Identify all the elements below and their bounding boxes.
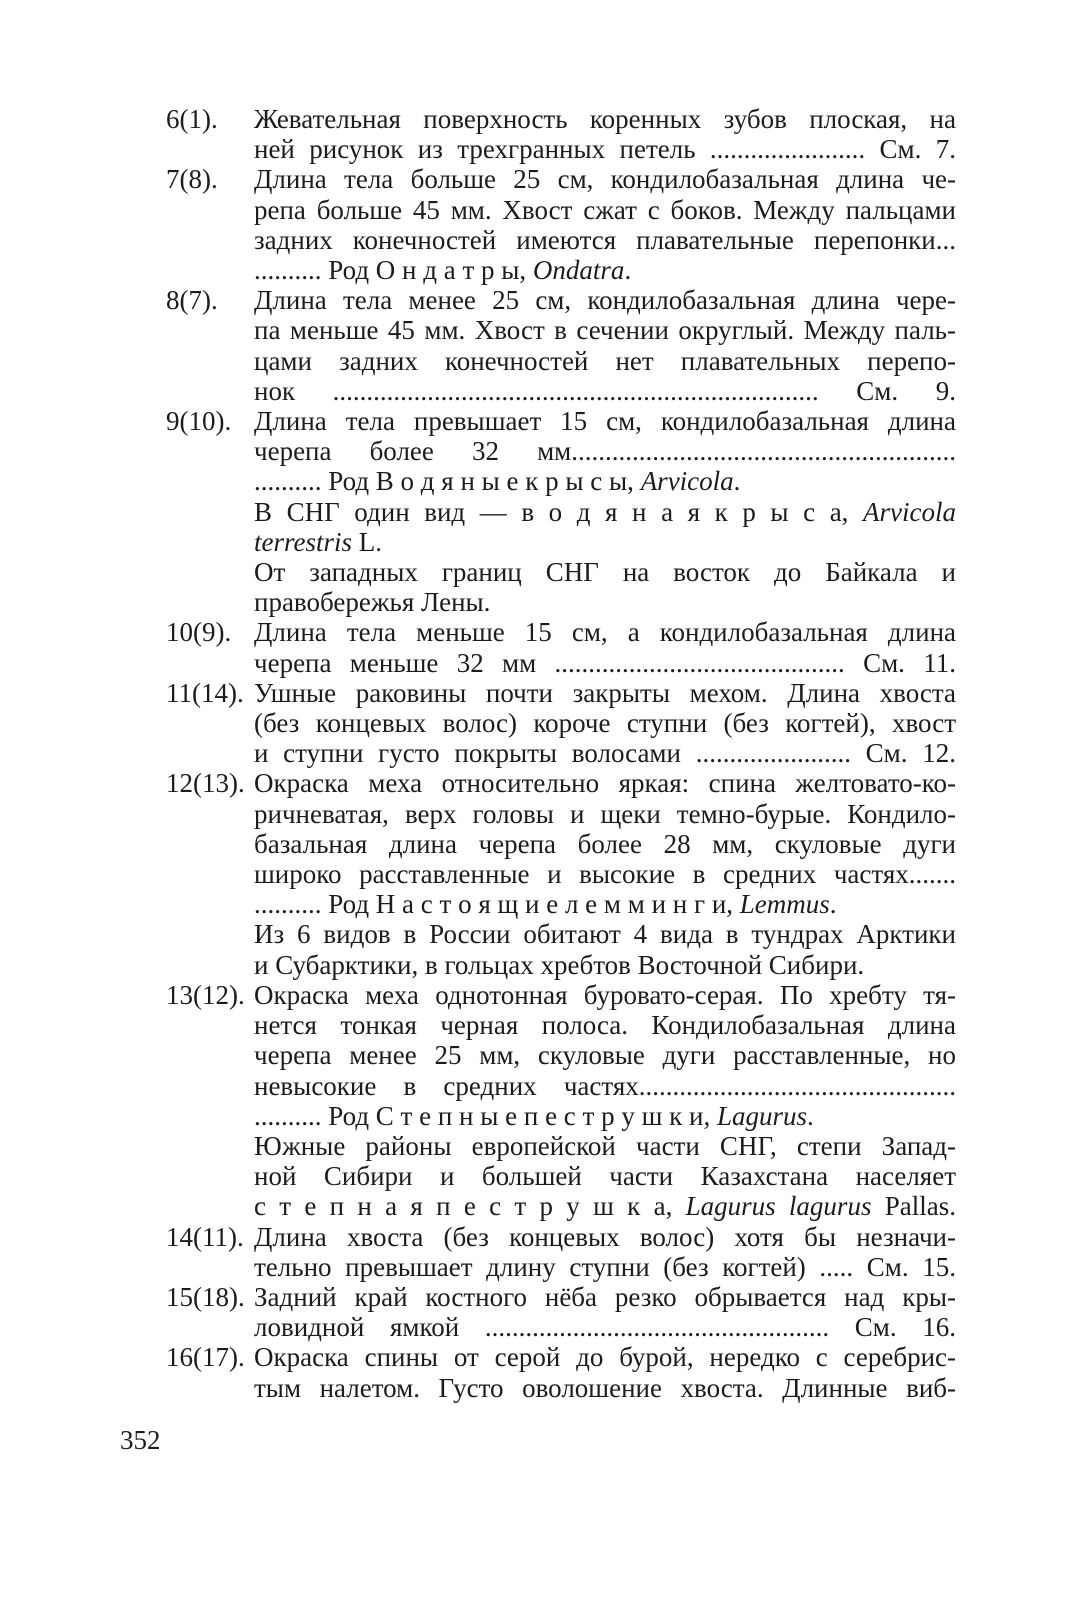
text-line — [254, 346, 956, 376]
text-segment: черепа более 32 мм......................................................... — [254, 436, 956, 467]
text-segment: Окраска спины от серой до бурой, нередко с серебрис- — [254, 1342, 956, 1373]
text-line — [254, 829, 956, 859]
latin-name: Lemmus — [739, 889, 830, 920]
text-line — [254, 497, 956, 527]
page-number: 352 — [120, 1425, 161, 1455]
text-line — [254, 919, 956, 949]
latin-name: Ondatra — [532, 255, 625, 286]
entry-text — [254, 1222, 956, 1282]
entry-number: 9(10). — [166, 406, 232, 437]
text-segment: и Субарктики, в гольцах хребтов Восточной Сибири. — [254, 949, 865, 980]
text-line — [254, 1040, 956, 1070]
text-line — [254, 648, 956, 678]
key-entry — [166, 1222, 956, 1282]
text-segment: правобережья Лены. — [254, 587, 491, 618]
text-segment: Из 6 видов в России обитают 4 вида в тундрах Арктики — [254, 919, 956, 950]
latin-name: Lagurus — [716, 1100, 807, 1131]
text-segment: черепа меньше 32 мм ........................................... См. 11. — [254, 647, 956, 678]
text-segment: Задний край костного нёба резко обрывается над кры- — [254, 1281, 956, 1312]
entry-number: 10(9). — [166, 617, 232, 648]
entry-text — [254, 406, 956, 617]
text-segment: па меньше 45 мм. Хвост в сечении округлый. Между паль- — [254, 315, 956, 346]
text-line — [254, 104, 956, 134]
text-line — [254, 768, 956, 798]
entry-text — [254, 285, 956, 406]
text-line — [254, 255, 956, 285]
text-segment: базальная длина черепа более 28 мм, скуловые дуги — [254, 828, 956, 859]
entry-number: 6(1). — [166, 104, 218, 134]
text-line — [254, 1071, 956, 1101]
entry-text — [254, 980, 956, 1222]
text-line — [254, 1312, 956, 1342]
entry-number: 8(7). — [166, 285, 218, 316]
text-segment: .......... Род Н а с т о я щ и е л е м м и н г и, — [254, 889, 740, 920]
text-line — [254, 1101, 956, 1131]
text-segment: Длина тела превышает 15 см, кондилобазальная длина — [254, 406, 956, 437]
text-line — [254, 195, 956, 225]
text-line — [254, 587, 956, 617]
text-segment: репа больше 45 мм. Хвост сжат с боков. Между пальцами — [254, 194, 956, 225]
text-segment: с т е п н а я п е с т р у ш к а, — [254, 1191, 686, 1222]
key-entry — [166, 164, 956, 285]
text-segment: ловидной ямкой ................................................... См. 16. — [254, 1312, 956, 1343]
entry-text — [254, 768, 956, 979]
text-segment: .......... Род С т е п н ы е п е с т р у ш к и, — [254, 1100, 717, 1131]
entry-number: 16(17). — [166, 1342, 245, 1373]
entry-text — [254, 1342, 956, 1402]
text-segment: Длина тела меньше 15 см, а кондилобазальная длина — [254, 617, 956, 648]
text-line — [254, 678, 956, 708]
text-segment: тым налетом. Густо оволошение хвоста. Длинные виб- — [254, 1372, 956, 1403]
text-segment: .......... Род В о д я н ы е к р ы с ы, — [254, 466, 641, 497]
text-line — [254, 315, 956, 345]
text-segment: От западных границ СНГ на восток до Байкала и — [254, 557, 956, 588]
text-segment: ней рисунок из трехгранных петель ....................... См. 7. — [254, 134, 956, 165]
text-segment: . — [806, 1100, 814, 1131]
text-line — [254, 436, 956, 466]
text-line — [254, 799, 956, 829]
text-segment: Длина хвоста (без концевых волос) хотя бы незначи- — [254, 1221, 956, 1252]
entry-number: 11(14). — [166, 677, 244, 708]
entry-text — [254, 678, 956, 769]
text-line — [254, 980, 956, 1010]
text-line — [254, 1373, 956, 1403]
entry-number: 12(13). — [166, 768, 245, 799]
text-segment: нок ........................................................................ См. 9. — [254, 375, 956, 406]
key-entry — [166, 285, 956, 406]
text-segment: Длина тела менее 25 см, кондилобазальная длина чере- — [254, 285, 956, 316]
key-entry — [166, 980, 956, 1222]
text-segment: Окраска меха однотонная буровато-серая. По хребту тя- — [254, 979, 956, 1010]
text-segment: Ушные раковины почти закрыты мехом. Длина хвоста — [254, 677, 956, 708]
text-line — [254, 1282, 956, 1312]
text-line — [254, 225, 956, 255]
text-line — [254, 708, 956, 738]
text-segment: Длина тела больше 25 см, кондилобазальная длина че- — [254, 164, 956, 195]
key-entry — [166, 617, 956, 677]
text-segment: задних конечностей имеются плавательные перепонки... — [254, 224, 956, 255]
text-line — [254, 466, 956, 496]
text-line — [254, 285, 956, 315]
text-segment: нется тонкая черная полоса. Кондилобазальная длина — [254, 1010, 956, 1041]
text-line — [254, 1222, 956, 1252]
text-segment: черепа менее 25 мм, скуловые дуги расставленные, но — [254, 1040, 956, 1071]
text-line — [254, 376, 956, 406]
text-line — [254, 527, 956, 557]
text-segment: . — [829, 889, 837, 920]
entry-text — [254, 104, 956, 164]
text-line — [254, 164, 956, 194]
text-line — [254, 1342, 956, 1372]
text-line — [254, 1131, 956, 1161]
text-segment: . — [624, 255, 632, 286]
entry-text — [254, 617, 956, 677]
text-line — [254, 859, 956, 889]
latin-name: Arvicola — [640, 466, 734, 497]
entry-number: 15(18). — [166, 1281, 245, 1312]
text-segment: L. — [352, 526, 383, 557]
entry-number: 14(11). — [166, 1221, 244, 1252]
text-line — [254, 134, 956, 164]
key-entry — [166, 406, 956, 617]
text-line — [254, 950, 956, 980]
text-segment: . — [733, 466, 741, 497]
latin-name: Arvicola — [863, 496, 956, 527]
text-line — [254, 889, 956, 919]
entry-text — [254, 164, 956, 285]
text-line — [254, 1161, 956, 1191]
text-segment: Южные районы европейской части СНГ, степи Запад- — [254, 1130, 956, 1161]
key-entry — [166, 1342, 956, 1402]
text-segment: .......... Род О н д а т р ы, — [254, 255, 533, 286]
key-entry — [166, 1282, 956, 1342]
text-line — [254, 406, 956, 436]
text-line — [254, 617, 956, 647]
text-line — [254, 738, 956, 768]
latin-name: Lagurus lagurus — [685, 1191, 872, 1222]
text-segment: Pallas. — [871, 1191, 956, 1222]
latin-name: terrestris — [254, 526, 353, 557]
entry-number: 13(12). — [166, 979, 245, 1010]
text-line — [254, 1010, 956, 1040]
text-segment: ной Сибири и большей части Казахстана населяет — [254, 1161, 956, 1192]
text-segment: (без концевых волос) короче ступни (без когтей), хвост — [254, 708, 956, 739]
text-segment: широко расставленные и высокие в средних частях....... — [254, 859, 956, 890]
text-segment: Окраска меха относительно яркая: спина желтовато-ко- — [254, 768, 956, 799]
entry-number: 7(8). — [166, 164, 218, 195]
text-line — [254, 557, 956, 587]
text-segment: тельно превышает длину ступни (без когтей) ..... См. 15. — [254, 1251, 956, 1282]
text-segment: В СНГ один вид — в о д я н а я к р ы с а, — [254, 496, 864, 527]
key-entry — [166, 768, 956, 979]
text-line — [254, 1252, 956, 1282]
text-segment: Жевательная поверхность коренных зубов плоская, на — [254, 104, 956, 134]
text-segment: цами задних конечностей нет плавательных перепо- — [254, 345, 956, 376]
text-line — [254, 1191, 956, 1221]
text-segment: ричневатая, верх головы и щеки темно-бурые. Кондило- — [254, 798, 956, 829]
text-segment: невысокие в средних частях............................................... — [254, 1070, 956, 1101]
text-segment: и ступни густо покрыты волосами ....................... См. 12. — [254, 738, 956, 769]
key-entry — [166, 104, 956, 164]
identification-key — [166, 104, 956, 1403]
key-entry — [166, 678, 956, 769]
entry-text — [254, 1282, 956, 1342]
